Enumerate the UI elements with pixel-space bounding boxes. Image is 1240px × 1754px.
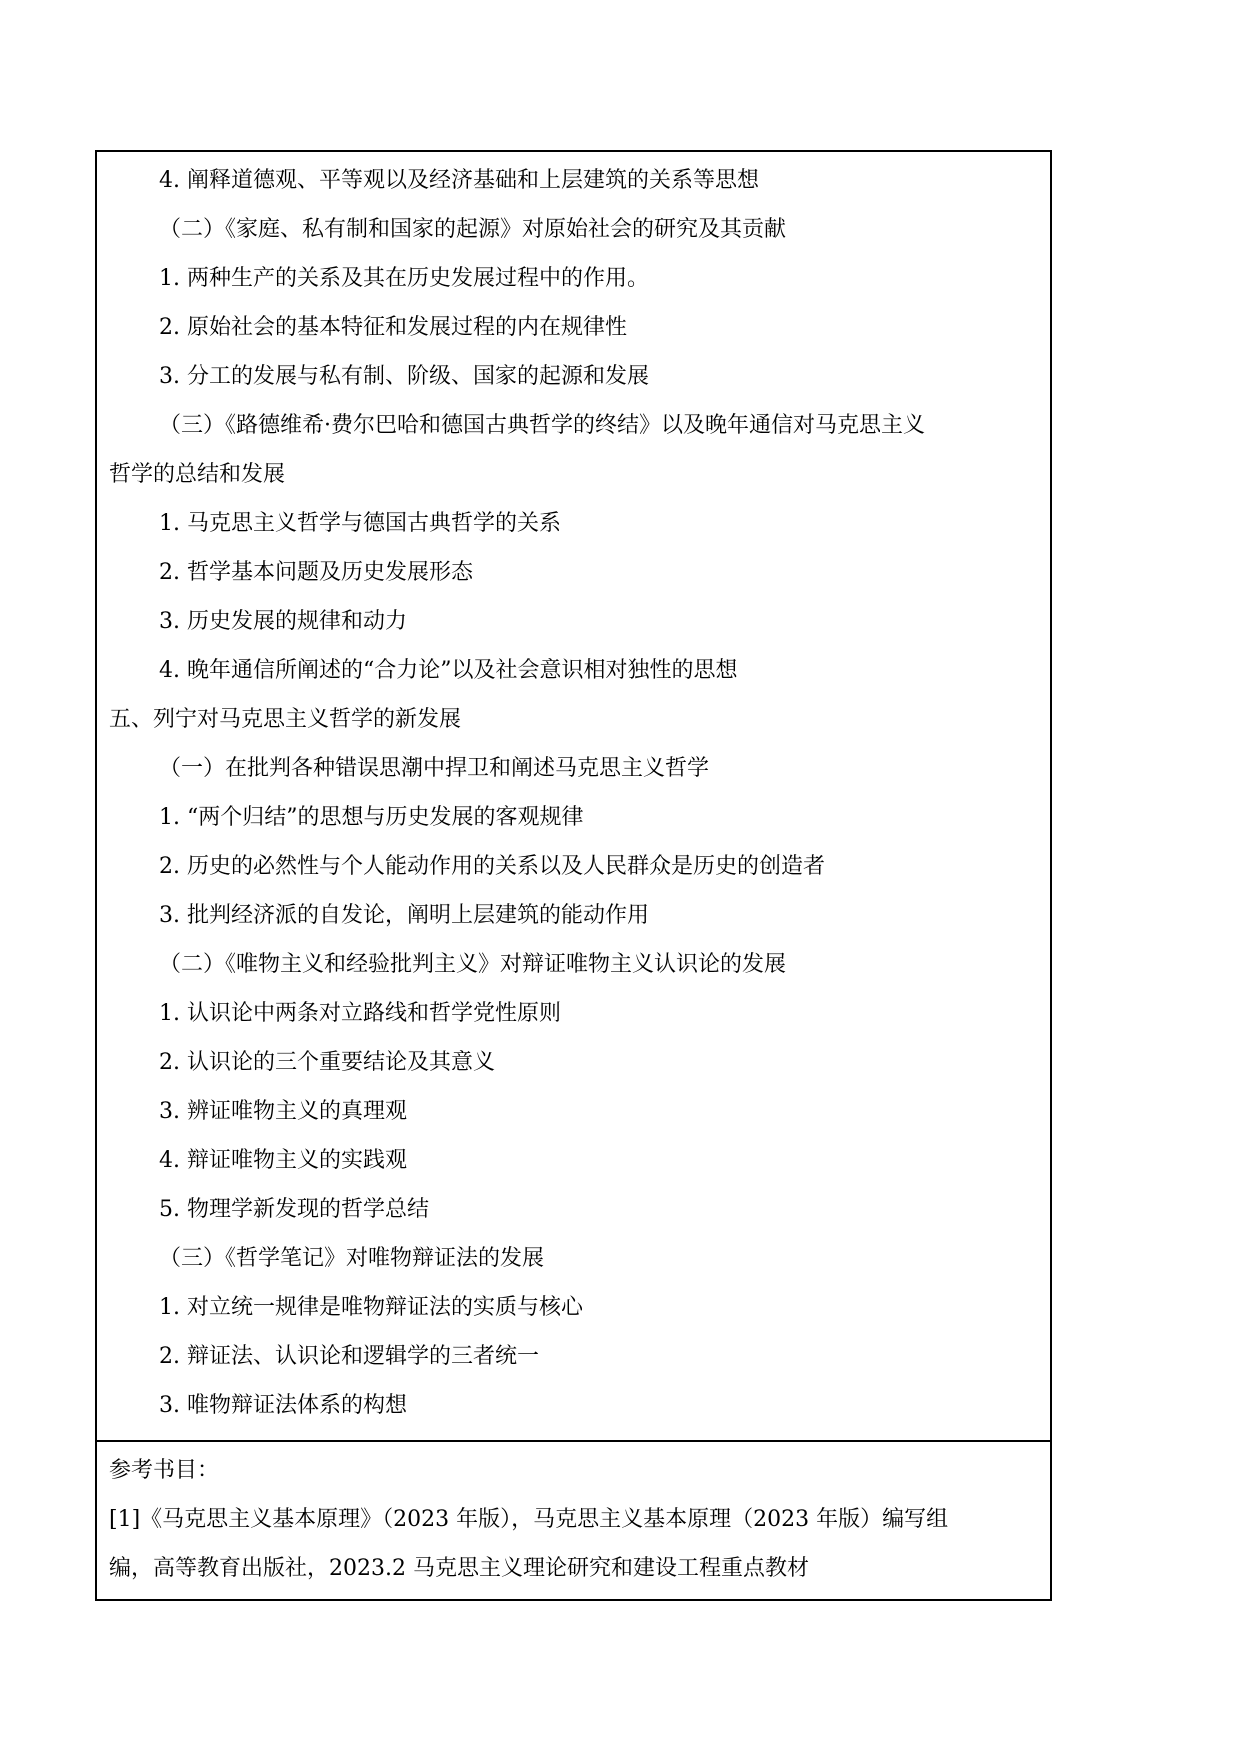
outline-subsection: （三）《哲学笔记》对唯物辩证法的发展 [159,1246,545,1271]
outline-item: 1. “两个归结”的思想与历史发展的客观规律 [159,805,584,830]
outline-item: 4. 晚年通信所阐述的“合力论”以及社会意识相对独性的思想 [159,658,738,683]
outline-item: 1. 对立统一规律是唯物辩证法的实质与核心 [159,1295,583,1320]
syllabus-table [95,150,1052,1601]
references-title: 参考书目： [109,1458,220,1483]
outline-item: 4. 辩证唯物主义的实践观 [159,1148,407,1173]
outline-item: 2. 认识论的三个重要结论及其意义 [159,1050,495,1075]
outline-item: 3. 唯物辩证法体系的构想 [159,1393,407,1418]
outline-item: 1. 两种生产的关系及其在历史发展过程中的作用。 [159,266,649,291]
outline-item: 2. 原始社会的基本特征和发展过程的内在规律性 [159,315,627,340]
outline-item: 1. 认识论中两条对立路线和哲学党性原则 [159,1001,561,1026]
outline-subsection: （二）《唯物主义和经验批判主义》对辩证唯物主义认识论的发展 [159,952,787,977]
reference-entry-continued: 编，高等教育出版社，2023.2 马克思主义理论研究和建设工程重点教材 [109,1556,809,1581]
outline-item: 3. 分工的发展与私有制、阶级、国家的起源和发展 [159,364,649,389]
outline-subsection: （三）《路德维希·费尔巴哈和德国古典哲学的终结》以及晚年通信对马克思主义 [159,413,925,438]
section-heading: 五、列宁对马克思主义哲学的新发展 [109,707,462,732]
outline-item: 3. 批判经济派的自发论，阐明上层建筑的能动作用 [159,903,649,928]
content-cell [97,152,1050,1442]
reference-entry: [1]《马克思主义基本原理》（2023 年版），马克思主义基本原理（2023 年版）编写组 [109,1507,949,1532]
outline-item: 2. 哲学基本问题及历史发展形态 [159,560,473,585]
outline-item: 5. 物理学新发现的哲学总结 [159,1197,429,1222]
outline-item: 4. 阐释道德观、平等观以及经济基础和上层建筑的关系等思想 [159,168,759,193]
outline-subsection-continued: 哲学的总结和发展 [109,462,286,487]
outline-subsection: （二）《家庭、私有制和国家的起源》对原始社会的研究及其贡献 [159,217,787,242]
outline-subsection: （一）在批判各种错误思潮中捍卫和阐述马克思主义哲学 [159,756,710,781]
outline-item: 3. 历史发展的规律和动力 [159,609,407,634]
outline-item: 3. 辨证唯物主义的真理观 [159,1099,407,1124]
outline-item: 2. 历史的必然性与个人能动作用的关系以及人民群众是历史的创造者 [159,854,825,879]
outline-item: 2. 辩证法、认识论和逻辑学的三者统一 [159,1344,539,1369]
references-cell [97,1442,1050,1599]
outline-item: 1. 马克思主义哲学与德国古典哲学的关系 [159,511,561,536]
